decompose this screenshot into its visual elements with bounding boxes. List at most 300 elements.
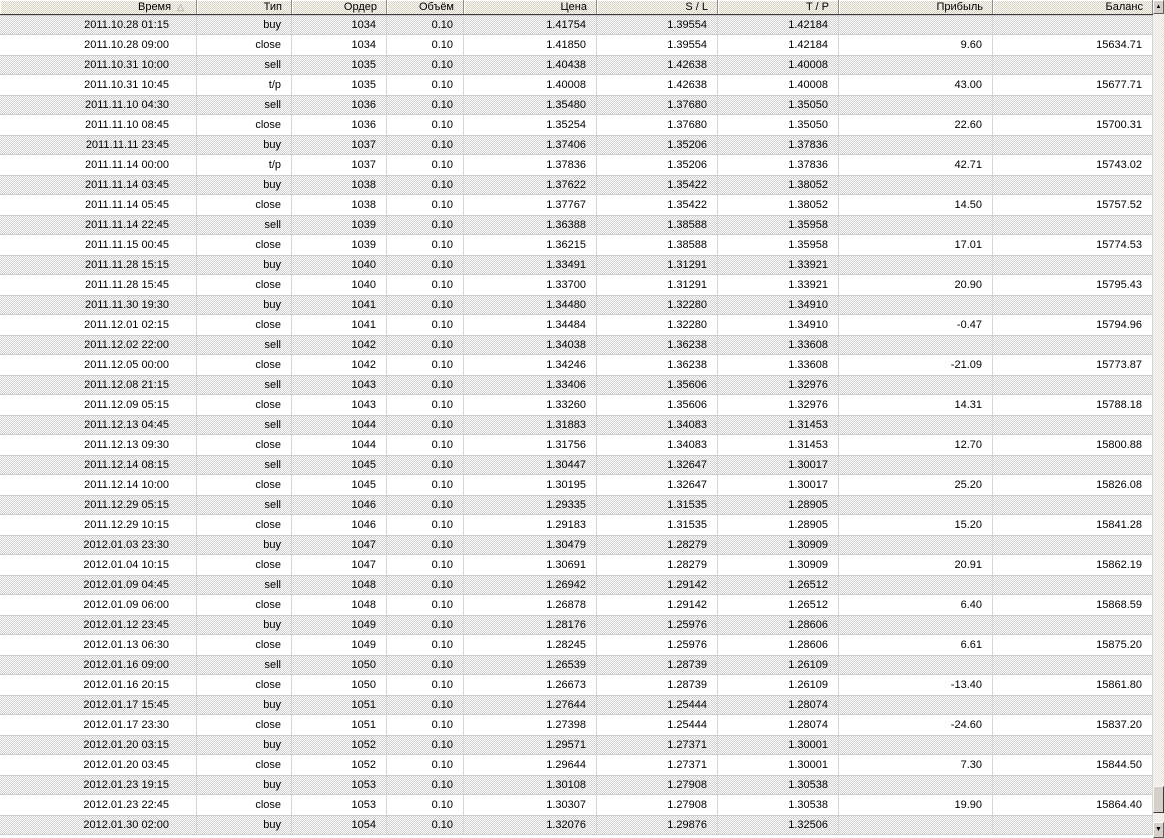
cell-balance: 15788.18 — [993, 395, 1153, 415]
cell-balance — [993, 336, 1153, 354]
cell-balance — [993, 16, 1153, 34]
column-header-profit[interactable] — [839, 0, 993, 14]
cell-balance: 15861.80 — [993, 675, 1153, 695]
cell-type: close — [197, 675, 292, 695]
cell-sl: 1.25976 — [597, 635, 718, 655]
table-row[interactable] — [0, 375, 1153, 395]
cell-volume: 0.10 — [387, 56, 464, 74]
cell-volume: 0.10 — [387, 355, 464, 375]
cell-volume: 0.10 — [387, 136, 464, 154]
cell-volume: 0.10 — [387, 555, 464, 575]
cell-volume: 0.10 — [387, 16, 464, 34]
cell-volume: 0.10 — [387, 536, 464, 554]
table-row[interactable] — [0, 695, 1153, 715]
cell-order: 1049 — [292, 635, 387, 655]
cell-type: sell — [197, 656, 292, 674]
cell-type: close — [197, 755, 292, 775]
cell-volume: 0.10 — [387, 595, 464, 615]
cell-order: 1042 — [292, 336, 387, 354]
cell-volume: 0.10 — [387, 456, 464, 474]
cell-volume: 0.10 — [387, 715, 464, 735]
cell-volume: 0.10 — [387, 96, 464, 114]
cell-balance — [993, 456, 1153, 474]
cell-profit — [839, 456, 993, 474]
cell-sl: 1.32647 — [597, 456, 718, 474]
cell-tp: 1.28905 — [718, 496, 839, 514]
cell-tp: 1.32976 — [718, 376, 839, 394]
cell-sl: 1.35422 — [597, 176, 718, 194]
cell-balance — [993, 136, 1153, 154]
cell-volume: 0.10 — [387, 736, 464, 754]
cell-price: 1.30691 — [464, 555, 597, 575]
cell-order: 1048 — [292, 595, 387, 615]
cell-order: 1037 — [292, 155, 387, 175]
cell-price: 1.40438 — [464, 56, 597, 74]
cell-profit — [839, 136, 993, 154]
cell-profit — [839, 376, 993, 394]
cell-tp: 1.30538 — [718, 795, 839, 815]
table-row[interactable] — [0, 455, 1153, 475]
column-label: Объём — [418, 1, 454, 13]
table-body — [0, 15, 1153, 835]
cell-balance: 15862.19 — [993, 555, 1153, 575]
cell-time: 2012.01.04 10:15 — [0, 555, 197, 575]
cell-order: 1036 — [292, 115, 387, 135]
cell-price: 1.35480 — [464, 96, 597, 114]
cell-order: 1053 — [292, 795, 387, 815]
column-label: T / P — [805, 1, 829, 13]
cell-type: buy — [197, 256, 292, 274]
cell-type: sell — [197, 56, 292, 74]
cell-type: close — [197, 235, 292, 255]
vertical-scrollbar[interactable] — [1153, 0, 1164, 838]
cell-order: 1040 — [292, 256, 387, 274]
column-label: Цена — [560, 1, 587, 13]
table-row[interactable] — [0, 675, 1153, 695]
column-header-volume[interactable] — [387, 0, 464, 14]
column-header-tp[interactable] — [718, 0, 839, 14]
table-row[interactable] — [0, 175, 1153, 195]
table-row[interactable] — [0, 755, 1153, 775]
cell-balance — [993, 216, 1153, 234]
cell-order: 1046 — [292, 515, 387, 535]
cell-price: 1.30108 — [464, 776, 597, 794]
cell-volume: 0.10 — [387, 176, 464, 194]
cell-price: 1.29644 — [464, 755, 597, 775]
cell-volume: 0.10 — [387, 416, 464, 434]
cell-sl: 1.35606 — [597, 376, 718, 394]
table-row[interactable] — [0, 215, 1153, 235]
cell-volume: 0.10 — [387, 376, 464, 394]
cell-type: close — [197, 115, 292, 135]
cell-tp: 1.35050 — [718, 115, 839, 135]
cell-time: 2011.11.15 00:45 — [0, 235, 197, 255]
cell-order: 1041 — [292, 315, 387, 335]
cell-order: 1052 — [292, 755, 387, 775]
cell-order: 1037 — [292, 136, 387, 154]
cell-order: 1046 — [292, 496, 387, 514]
cell-volume: 0.10 — [387, 435, 464, 455]
cell-tp: 1.38052 — [718, 176, 839, 194]
table-row[interactable] — [0, 535, 1153, 555]
cell-profit: 20.90 — [839, 275, 993, 295]
cell-order: 1035 — [292, 56, 387, 74]
cell-type: close — [197, 515, 292, 535]
cell-type: close — [197, 635, 292, 655]
table-row[interactable] — [0, 555, 1153, 575]
cell-price: 1.34484 — [464, 315, 597, 335]
cell-tp: 1.35958 — [718, 216, 839, 234]
cell-price: 1.31756 — [464, 435, 597, 455]
cell-price: 1.26673 — [464, 675, 597, 695]
cell-balance — [993, 376, 1153, 394]
cell-balance — [993, 616, 1153, 634]
cell-type: buy — [197, 816, 292, 834]
cell-sl: 1.42638 — [597, 75, 718, 95]
cell-volume: 0.10 — [387, 315, 464, 335]
cell-volume: 0.10 — [387, 635, 464, 655]
cell-price: 1.34246 — [464, 355, 597, 375]
cell-type: buy — [197, 536, 292, 554]
column-label: Ордер — [343, 1, 377, 13]
cell-profit — [839, 96, 993, 114]
cell-sl: 1.27908 — [597, 795, 718, 815]
table-row[interactable] — [0, 155, 1153, 175]
cell-profit — [839, 176, 993, 194]
cell-balance — [993, 296, 1153, 314]
cell-profit: 6.40 — [839, 595, 993, 615]
scrollbar-track[interactable] — [1153, 14, 1164, 822]
cell-volume: 0.10 — [387, 795, 464, 815]
cell-sl: 1.28279 — [597, 555, 718, 575]
cell-volume: 0.10 — [387, 616, 464, 634]
table-row[interactable] — [0, 635, 1153, 655]
cell-price: 1.29183 — [464, 515, 597, 535]
cell-time: 2012.01.23 19:15 — [0, 776, 197, 794]
cell-profit — [839, 576, 993, 594]
cell-order: 1039 — [292, 235, 387, 255]
cell-sl: 1.35206 — [597, 155, 718, 175]
cell-time: 2011.11.14 03:45 — [0, 176, 197, 194]
cell-volume: 0.10 — [387, 275, 464, 295]
table-row[interactable] — [0, 735, 1153, 755]
cell-time: 2011.12.05 00:00 — [0, 355, 197, 375]
cell-sl: 1.31291 — [597, 256, 718, 274]
cell-balance — [993, 696, 1153, 714]
table-row[interactable] — [0, 615, 1153, 635]
cell-volume: 0.10 — [387, 235, 464, 255]
cell-price: 1.33260 — [464, 395, 597, 415]
cell-profit: -21.09 — [839, 355, 993, 375]
table-row[interactable] — [0, 475, 1153, 495]
cell-price: 1.26539 — [464, 656, 597, 674]
cell-sl: 1.29142 — [597, 595, 718, 615]
cell-profit — [839, 496, 993, 514]
cell-volume: 0.10 — [387, 696, 464, 714]
cell-sl: 1.25976 — [597, 616, 718, 634]
cell-order: 1051 — [292, 696, 387, 714]
cell-tp: 1.33921 — [718, 256, 839, 274]
cell-price: 1.40008 — [464, 75, 597, 95]
cell-balance — [993, 776, 1153, 794]
cell-price: 1.37406 — [464, 136, 597, 154]
cell-balance — [993, 656, 1153, 674]
cell-price: 1.34480 — [464, 296, 597, 314]
table-row[interactable] — [0, 55, 1153, 75]
cell-order: 1049 — [292, 616, 387, 634]
cell-balance: 15634.71 — [993, 35, 1153, 55]
cell-sl: 1.25444 — [597, 715, 718, 735]
cell-type: buy — [197, 136, 292, 154]
cell-sl: 1.29142 — [597, 576, 718, 594]
cell-tp: 1.31453 — [718, 416, 839, 434]
table-row[interactable] — [0, 655, 1153, 675]
cell-time: 2012.01.09 06:00 — [0, 595, 197, 615]
table-row[interactable] — [0, 515, 1153, 535]
column-label: Время — [137, 1, 172, 13]
cell-balance: 15794.96 — [993, 315, 1153, 335]
cell-price: 1.26942 — [464, 576, 597, 594]
cell-balance: 15743.02 — [993, 155, 1153, 175]
cell-time: 2011.11.14 22:45 — [0, 216, 197, 234]
cell-sl: 1.27371 — [597, 736, 718, 754]
cell-order: 1034 — [292, 16, 387, 34]
cell-balance: 15868.59 — [993, 595, 1153, 615]
cell-balance: 15795.43 — [993, 275, 1153, 295]
table-row[interactable] — [0, 255, 1153, 275]
cell-type: buy — [197, 776, 292, 794]
cell-order: 1038 — [292, 176, 387, 194]
cell-tp: 1.34910 — [718, 315, 839, 335]
cell-sl: 1.25444 — [597, 696, 718, 714]
cell-order: 1048 — [292, 576, 387, 594]
cell-time: 2011.11.14 00:00 — [0, 155, 197, 175]
table-row[interactable] — [0, 95, 1153, 115]
table-row[interactable] — [0, 15, 1153, 35]
cell-type: sell — [197, 96, 292, 114]
cell-tp: 1.38052 — [718, 195, 839, 215]
cell-tp: 1.37836 — [718, 136, 839, 154]
cell-profit — [839, 256, 993, 274]
cell-sl: 1.35206 — [597, 136, 718, 154]
column-label: Прибыль — [936, 1, 983, 13]
table-row[interactable] — [0, 575, 1153, 595]
cell-time: 2011.10.31 10:45 — [0, 75, 197, 95]
table-row[interactable] — [0, 415, 1153, 435]
cell-balance — [993, 416, 1153, 434]
cell-type: close — [197, 555, 292, 575]
cell-order: 1053 — [292, 776, 387, 794]
column-header-order[interactable] — [292, 0, 387, 14]
cell-type: buy — [197, 696, 292, 714]
cell-profit: -13.40 — [839, 675, 993, 695]
cell-order: 1050 — [292, 656, 387, 674]
cell-balance — [993, 256, 1153, 274]
table-row[interactable] — [0, 295, 1153, 315]
cell-sl: 1.28279 — [597, 536, 718, 554]
cell-price: 1.35254 — [464, 115, 597, 135]
column-header-sl[interactable] — [597, 0, 718, 14]
table-row[interactable] — [0, 315, 1153, 335]
cell-tp: 1.28074 — [718, 696, 839, 714]
cell-time: 2011.11.10 04:30 — [0, 96, 197, 114]
column-header-balance[interactable] — [993, 0, 1153, 14]
table-row[interactable] — [0, 135, 1153, 155]
cell-volume: 0.10 — [387, 515, 464, 535]
cell-order: 1045 — [292, 475, 387, 495]
cell-tp: 1.30538 — [718, 776, 839, 794]
cell-type: buy — [197, 16, 292, 34]
cell-type: t/p — [197, 75, 292, 95]
cell-order: 1035 — [292, 75, 387, 95]
cell-profit: 12.70 — [839, 435, 993, 455]
cell-sl: 1.27371 — [597, 755, 718, 775]
cell-sl: 1.31291 — [597, 275, 718, 295]
cell-balance: 15864.40 — [993, 795, 1153, 815]
cell-volume: 0.10 — [387, 115, 464, 135]
cell-balance: 15841.28 — [993, 515, 1153, 535]
cell-tp: 1.42184 — [718, 35, 839, 55]
cell-balance — [993, 736, 1153, 754]
cell-sl: 1.32280 — [597, 315, 718, 335]
cell-price: 1.33491 — [464, 256, 597, 274]
table-header — [0, 0, 1153, 15]
cell-tp: 1.26109 — [718, 675, 839, 695]
cell-type: close — [197, 275, 292, 295]
cell-time: 2011.11.14 05:45 — [0, 195, 197, 215]
cell-tp: 1.30017 — [718, 475, 839, 495]
cell-tp: 1.35958 — [718, 235, 839, 255]
cell-time: 2012.01.20 03:15 — [0, 736, 197, 754]
cell-price: 1.29335 — [464, 496, 597, 514]
cell-tp: 1.42184 — [718, 16, 839, 34]
cell-sl: 1.32647 — [597, 475, 718, 495]
cell-time: 2011.10.28 01:15 — [0, 16, 197, 34]
cell-type: buy — [197, 736, 292, 754]
cell-order: 1043 — [292, 376, 387, 394]
cell-sl: 1.39554 — [597, 35, 718, 55]
cell-tp: 1.26512 — [718, 576, 839, 594]
table-row[interactable] — [0, 595, 1153, 615]
cell-volume: 0.10 — [387, 656, 464, 674]
cell-time: 2011.12.14 10:00 — [0, 475, 197, 495]
cell-time: 2011.12.29 10:15 — [0, 515, 197, 535]
cell-volume: 0.10 — [387, 35, 464, 55]
cell-sl: 1.32280 — [597, 296, 718, 314]
cell-tp: 1.40008 — [718, 75, 839, 95]
table-row[interactable] — [0, 275, 1153, 295]
cell-price: 1.36388 — [464, 216, 597, 234]
cell-price: 1.37767 — [464, 195, 597, 215]
cell-profit: 9.60 — [839, 35, 993, 55]
cell-time: 2011.10.31 10:00 — [0, 56, 197, 74]
cell-profit: 22.60 — [839, 115, 993, 135]
cell-price: 1.41850 — [464, 35, 597, 55]
cell-type: close — [197, 795, 292, 815]
cell-volume: 0.10 — [387, 816, 464, 834]
cell-tp: 1.31453 — [718, 435, 839, 455]
cell-sl: 1.36238 — [597, 336, 718, 354]
cell-price: 1.30307 — [464, 795, 597, 815]
scroll-down-button[interactable] — [1153, 822, 1164, 838]
cell-type: sell — [197, 376, 292, 394]
cell-price: 1.32076 — [464, 816, 597, 834]
table-row[interactable] — [0, 235, 1153, 255]
table-row[interactable] — [0, 495, 1153, 515]
cell-profit — [839, 336, 993, 354]
cell-balance — [993, 56, 1153, 74]
table-row[interactable] — [0, 815, 1153, 835]
table-row[interactable] — [0, 435, 1153, 455]
table-row[interactable] — [0, 335, 1153, 355]
column-header-time[interactable] — [0, 0, 197, 14]
cell-sl: 1.38588 — [597, 216, 718, 234]
cell-time: 2011.11.10 08:45 — [0, 115, 197, 135]
cell-tp: 1.33608 — [718, 336, 839, 354]
cell-order: 1044 — [292, 435, 387, 455]
table-row[interactable] — [0, 195, 1153, 215]
table-row[interactable] — [0, 795, 1153, 815]
table-row[interactable] — [0, 775, 1153, 795]
table-row[interactable] — [0, 115, 1153, 135]
cell-price: 1.36215 — [464, 235, 597, 255]
table-row[interactable] — [0, 715, 1153, 735]
table-row[interactable] — [0, 75, 1153, 95]
table-row[interactable] — [0, 355, 1153, 375]
cell-tp: 1.28606 — [718, 635, 839, 655]
cell-profit — [839, 416, 993, 434]
cell-profit: 14.31 — [839, 395, 993, 415]
cell-balance: 15677.71 — [993, 75, 1153, 95]
cell-price: 1.37836 — [464, 155, 597, 175]
cell-tp: 1.37836 — [718, 155, 839, 175]
column-label: Тип — [263, 1, 282, 13]
cell-balance — [993, 816, 1153, 834]
cell-sl: 1.31535 — [597, 515, 718, 535]
cell-balance — [993, 96, 1153, 114]
cell-type: sell — [197, 496, 292, 514]
cell-type: close — [197, 395, 292, 415]
cell-balance: 15700.31 — [993, 115, 1153, 135]
cell-price: 1.28245 — [464, 635, 597, 655]
cell-sl: 1.28739 — [597, 675, 718, 695]
cell-price: 1.33406 — [464, 376, 597, 394]
column-header-price[interactable] — [464, 0, 597, 14]
cell-time: 2011.12.08 21:15 — [0, 376, 197, 394]
cell-order: 1034 — [292, 35, 387, 55]
cell-time: 2012.01.17 15:45 — [0, 696, 197, 714]
cell-sl: 1.31535 — [597, 496, 718, 514]
cell-balance: 15875.20 — [993, 635, 1153, 655]
cell-type: sell — [197, 456, 292, 474]
cell-tp: 1.28606 — [718, 616, 839, 634]
cell-time: 2012.01.13 06:30 — [0, 635, 197, 655]
column-label: Баланс — [1105, 1, 1143, 13]
cell-time: 2012.01.16 20:15 — [0, 675, 197, 695]
cell-price: 1.31883 — [464, 416, 597, 434]
cell-profit: 17.01 — [839, 235, 993, 255]
scroll-up-button[interactable] — [1153, 0, 1164, 14]
cell-order: 1043 — [292, 395, 387, 415]
table-row[interactable] — [0, 35, 1153, 55]
cell-tp: 1.40008 — [718, 56, 839, 74]
cell-sl: 1.35422 — [597, 195, 718, 215]
cell-price: 1.33700 — [464, 275, 597, 295]
scrollbar-thumb[interactable] — [1153, 786, 1164, 813]
column-header-type[interactable] — [197, 0, 292, 14]
cell-volume: 0.10 — [387, 216, 464, 234]
table-row[interactable] — [0, 395, 1153, 415]
